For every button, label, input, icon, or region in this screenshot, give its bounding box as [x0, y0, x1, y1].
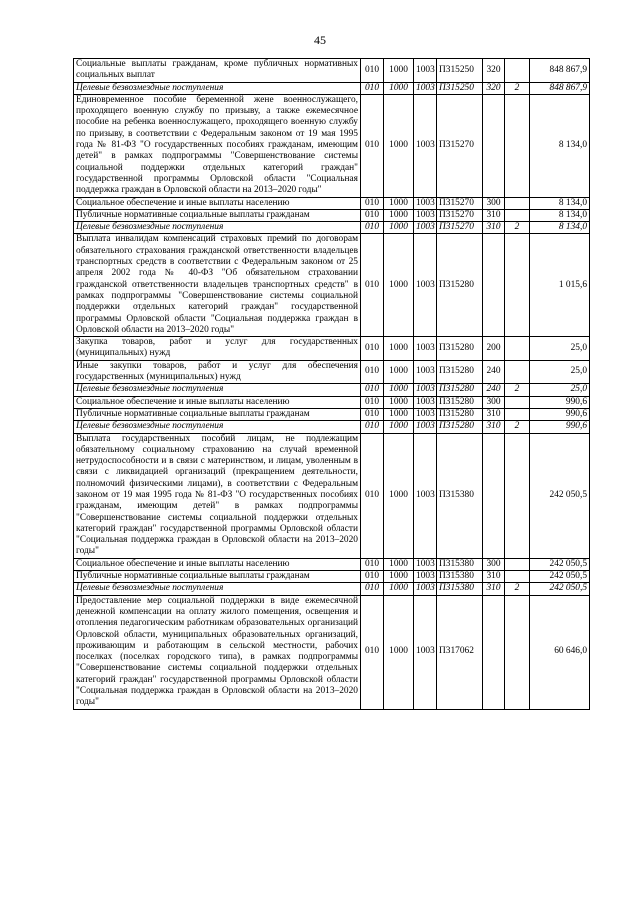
amount: 60 646,0 [530, 595, 590, 709]
expense-type-code: 300 [483, 558, 505, 570]
table-row [74, 337, 590, 361]
section-code: 1000 [384, 209, 414, 221]
chapter-code: 010 [361, 59, 384, 83]
table-row [74, 384, 590, 396]
chapter-code: 010 [361, 396, 384, 408]
section-code: 1000 [384, 571, 414, 583]
chapter-code: 010 [361, 384, 384, 396]
section-code: 1000 [384, 408, 414, 420]
expense-type-code: 310 [483, 571, 505, 583]
chapter-code: 010 [361, 595, 384, 709]
amount: 990,6 [530, 408, 590, 420]
section-code: 1000 [384, 421, 414, 433]
chapter-code: 010 [361, 558, 384, 570]
chapter-code: 010 [361, 583, 384, 595]
row-name: Публичные нормативные социальные выплаты гражданам [74, 209, 361, 221]
expense-type-code: 310 [483, 421, 505, 433]
expense-type-code: 320 [483, 59, 505, 83]
subsection-code: 1003 [414, 571, 437, 583]
section-code: 1000 [384, 337, 414, 361]
target-article-code: П315380 [437, 558, 483, 570]
expense-type-code: 310 [483, 583, 505, 595]
expense-type-code: 240 [483, 384, 505, 396]
row-name: Публичные нормативные социальные выплаты гражданам [74, 408, 361, 420]
subsection-code: 1003 [414, 558, 437, 570]
subsection-code: 1003 [414, 408, 437, 420]
funding-source-code [505, 558, 530, 570]
chapter-code: 010 [361, 571, 384, 583]
funding-source-code [505, 595, 530, 709]
subsection-code: 1003 [414, 433, 437, 558]
subsection-code: 1003 [414, 583, 437, 595]
section-code: 1000 [384, 595, 414, 709]
amount: 8 134,0 [530, 197, 590, 209]
amount: 8 134,0 [530, 222, 590, 234]
table-row [74, 595, 590, 709]
chapter-code: 010 [361, 82, 384, 94]
target-article-code: П315280 [437, 384, 483, 396]
expense-type-code [483, 94, 505, 197]
target-article-code: П315270 [437, 94, 483, 197]
target-article-code: П315270 [437, 209, 483, 221]
table-row [74, 234, 590, 337]
target-article-code: П315380 [437, 583, 483, 595]
target-article-code: П315250 [437, 59, 483, 83]
target-article-code: П315380 [437, 433, 483, 558]
chapter-code: 010 [361, 337, 384, 361]
section-code: 1000 [384, 82, 414, 94]
expense-type-code: 300 [483, 197, 505, 209]
subsection-code: 1003 [414, 197, 437, 209]
amount: 242 050,5 [530, 558, 590, 570]
amount: 990,6 [530, 396, 590, 408]
row-name: Выплата инвалидам компенсаций страховых премий по договорам обязательного страхования гражданской ответственности владельцев транспортных средств в соответствии с Федеральным законом от 25 апреля 2002 года № 40-ФЗ "Об обязательном страховании гражданской ответственности владельцев транспортных средств" в рамках подпрограммы "Совершенствование системы социальной поддержки отдельных категорий граждан" государственной программы Орловской области "Социальная поддержка граждан в Орловской области на 2013–2020 годы" [74, 234, 361, 337]
subsection-code: 1003 [414, 82, 437, 94]
chapter-code: 010 [361, 209, 384, 221]
amount: 25,0 [530, 337, 590, 361]
target-article-code: П315250 [437, 82, 483, 94]
amount: 848 867,9 [530, 82, 590, 94]
table-row [74, 94, 590, 197]
page-number: 45 [314, 33, 326, 47]
table-row [74, 558, 590, 570]
row-name: Закупка товаров, работ и услуг для государственных (муниципальных) нужд [74, 337, 361, 361]
subsection-code: 1003 [414, 222, 437, 234]
amount: 848 867,9 [530, 59, 590, 83]
subsection-code: 1003 [414, 595, 437, 709]
amount: 242 050,5 [530, 571, 590, 583]
row-name: Целевые безвозмездные поступления [74, 82, 361, 94]
row-name: Публичные нормативные социальные выплаты гражданам [74, 571, 361, 583]
table-row [74, 59, 590, 83]
funding-source-code [505, 571, 530, 583]
funding-source-code [505, 360, 530, 384]
subsection-code: 1003 [414, 421, 437, 433]
funding-source-code: 2 [505, 421, 530, 433]
amount: 8 134,0 [530, 94, 590, 197]
amount: 8 134,0 [530, 209, 590, 221]
table-row [74, 209, 590, 221]
funding-source-code [505, 408, 530, 420]
target-article-code: П317062 [437, 595, 483, 709]
section-code: 1000 [384, 384, 414, 396]
expense-type-code: 310 [483, 408, 505, 420]
table-row [74, 82, 590, 94]
table-body [74, 59, 590, 710]
row-name: Целевые безвозмездные поступления [74, 384, 361, 396]
expense-type-code: 320 [483, 82, 505, 94]
target-article-code: П315270 [437, 197, 483, 209]
expense-type-code: 240 [483, 360, 505, 384]
row-name: Целевые безвозмездные поступления [74, 222, 361, 234]
chapter-code: 010 [361, 94, 384, 197]
row-name: Социальные выплаты гражданам, кроме публичных нормативных социальных выплат [74, 59, 361, 83]
expense-type-code [483, 234, 505, 337]
table-row [74, 222, 590, 234]
section-code: 1000 [384, 59, 414, 83]
section-code: 1000 [384, 558, 414, 570]
chapter-code: 010 [361, 433, 384, 558]
subsection-code: 1003 [414, 209, 437, 221]
row-name: Целевые безвозмездные поступления [74, 583, 361, 595]
chapter-code: 010 [361, 222, 384, 234]
row-name: Иные закупки товаров, работ и услуг для обеспечения государственных (муниципальных) нужд [74, 360, 361, 384]
amount: 242 050,5 [530, 433, 590, 558]
funding-source-code: 2 [505, 82, 530, 94]
table-row [74, 396, 590, 408]
amount: 242 050,5 [530, 583, 590, 595]
funding-source-code [505, 433, 530, 558]
amount: 1 015,6 [530, 234, 590, 337]
funding-source-code [505, 234, 530, 337]
row-name: Целевые безвозмездные поступления [74, 421, 361, 433]
row-name: Выплата государственных пособий лицам, не подлежащим обязательному социальному страхованию на случай временной нетрудоспособности и в связи с материнством, и лицам, уволенным в связи с ликвидацией организаций (прекращением деятельности, полномочий физическими лицами), в соответствии с Федеральным законом от 19 мая 1995 года № 81-ФЗ "О государственных пособиях гражданам, имеющим детей" в рамках подпрограммы "Совершенствование системы социальной поддержки отдельных категорий граждан" государственной программы Орловской области "Социальная поддержка граждан в Орловской области на 2013–2020 годы" [74, 433, 361, 558]
chapter-code: 010 [361, 360, 384, 384]
target-article-code: П315270 [437, 222, 483, 234]
funding-source-code [505, 197, 530, 209]
funding-source-code: 2 [505, 222, 530, 234]
expense-type-code: 300 [483, 396, 505, 408]
section-code: 1000 [384, 396, 414, 408]
expense-type-code: 200 [483, 337, 505, 361]
budget-table [73, 58, 590, 710]
amount: 990,6 [530, 421, 590, 433]
target-article-code: П315280 [437, 234, 483, 337]
subsection-code: 1003 [414, 59, 437, 83]
table-row [74, 583, 590, 595]
target-article-code: П315280 [437, 408, 483, 420]
subsection-code: 1003 [414, 234, 437, 337]
chapter-code: 010 [361, 197, 384, 209]
table-row [74, 360, 590, 384]
subsection-code: 1003 [414, 337, 437, 361]
funding-source-code: 2 [505, 384, 530, 396]
target-article-code: П315280 [437, 337, 483, 361]
row-name: Предоставление мер социальной поддержки в виде ежемесячной денежной компенсации на оплату жилого помещения, освещения и отопления педагогическим работникам образовательных организаций Орловской области, муниципальных образовательных организаций, проживающим и работающим в сельской местности, рабочих поселках (поселках городского типа), в рамках подпрограммы "Совершенствование системы социальной поддержки отдельных категорий граждан" государственной программы Орловской области "Социальная поддержка граждан в Орловской области на 2013–2020 годы" [74, 595, 361, 709]
section-code: 1000 [384, 433, 414, 558]
funding-source-code [505, 59, 530, 83]
target-article-code: П315280 [437, 396, 483, 408]
target-article-code: П315380 [437, 571, 483, 583]
row-name: Социальное обеспечение и иные выплаты населению [74, 197, 361, 209]
row-name: Социальное обеспечение и иные выплаты населению [74, 396, 361, 408]
subsection-code: 1003 [414, 396, 437, 408]
target-article-code: П315280 [437, 360, 483, 384]
target-article-code: П315280 [437, 421, 483, 433]
row-name: Социальное обеспечение и иные выплаты населению [74, 558, 361, 570]
section-code: 1000 [384, 360, 414, 384]
subsection-code: 1003 [414, 94, 437, 197]
funding-source-code: 2 [505, 583, 530, 595]
funding-source-code [505, 337, 530, 361]
amount: 25,0 [530, 360, 590, 384]
table-row [74, 421, 590, 433]
expense-type-code [483, 433, 505, 558]
section-code: 1000 [384, 222, 414, 234]
table-row [74, 197, 590, 209]
funding-source-code [505, 209, 530, 221]
table-row [74, 433, 590, 558]
section-code: 1000 [384, 94, 414, 197]
expense-type-code [483, 595, 505, 709]
expense-type-code: 310 [483, 209, 505, 221]
subsection-code: 1003 [414, 360, 437, 384]
chapter-code: 010 [361, 408, 384, 420]
subsection-code: 1003 [414, 384, 437, 396]
table-row [74, 571, 590, 583]
funding-source-code [505, 94, 530, 197]
row-name: Единовременное пособие беременной жене военнослужащего, проходящего военную службу по призыву, а также ежемесячное пособие на ребенка военнослужащего, проходящего военную службу по призыву, в соответствии с Федеральным законом от 19 мая 1995 года № 81-ФЗ "О государственных пособиях гражданам, имеющим детей" в рамках подпрограммы "Совершенствование системы социальной поддержки отдельных категорий граждан" государственной программы Орловской области "Социальная поддержка граждан в Орловской области на 2013–2020 годы" [74, 94, 361, 197]
funding-source-code [505, 396, 530, 408]
table-row [74, 408, 590, 420]
amount: 25,0 [530, 384, 590, 396]
chapter-code: 010 [361, 234, 384, 337]
chapter-code: 010 [361, 421, 384, 433]
expense-type-code: 310 [483, 222, 505, 234]
section-code: 1000 [384, 234, 414, 337]
section-code: 1000 [384, 197, 414, 209]
section-code: 1000 [384, 583, 414, 595]
